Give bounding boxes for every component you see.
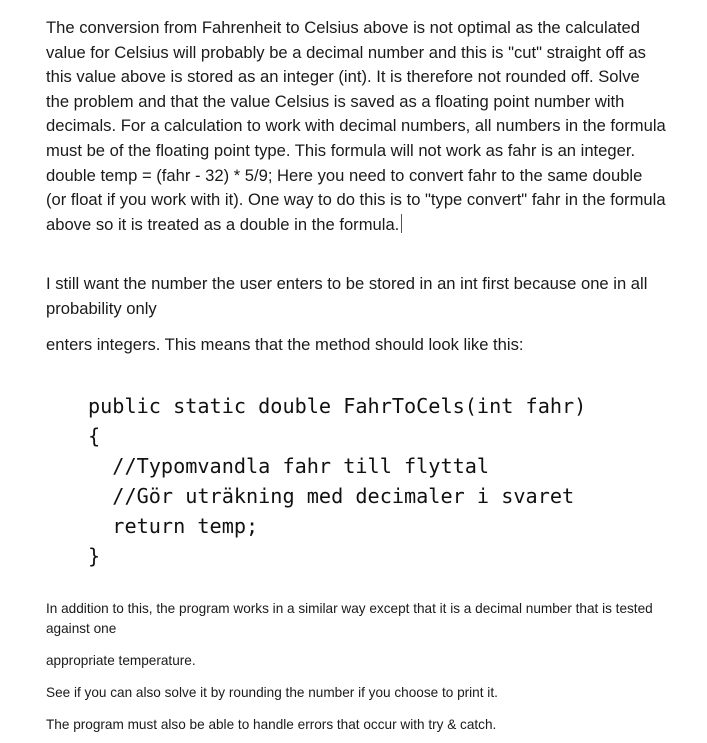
intro-paragraph-text: The conversion from Fahrenheit to Celsius above is not optimal as the calculated value for Celsius will probably be a decimal number and this is "cut" straight off as this value above is stored as an integer (int). It is therefore not rounded off. Solve the problem and that the value Celsius is saved as a floating point number with decimals. For a calculation to work with decimal numbers, all numbers in the formula must be of the floating point type. This formula will not work as fahr is an integer. double temp = (fahr - 32) * 5/9; Here you need to convert fahr to the same double (or float if you work with it). One way to do this is to "type convert" fahr in the formula above so it is treated as a double in the formula. xyxy=(46,18,666,234)
text-cursor xyxy=(401,214,402,233)
note-appropriate-temperature: appropriate temperature. xyxy=(46,653,196,668)
method-intro-paragraph: enters integers. This means that the method should look like this: xyxy=(46,335,524,354)
intro-paragraph xyxy=(46,16,666,237)
note-rounding: See if you can also solve it by rounding the number if you choose to print it. xyxy=(46,685,498,700)
code-block: public static double FahrToCels(int fahr) { //Typomvandla fahr till flyttal //Gör uträkning med decimaler i svaret return temp; } xyxy=(88,394,587,568)
note-decimal-test: In addition to this, the program works in a similar way except that it is a decimal number that is tested against one xyxy=(46,601,653,636)
note-try-catch: The program must also be able to handle errors that occur with try & catch. xyxy=(46,717,497,732)
int-storage-paragraph: I still want the number the user enters to be stored in an int first because one in all probability only xyxy=(46,274,648,318)
